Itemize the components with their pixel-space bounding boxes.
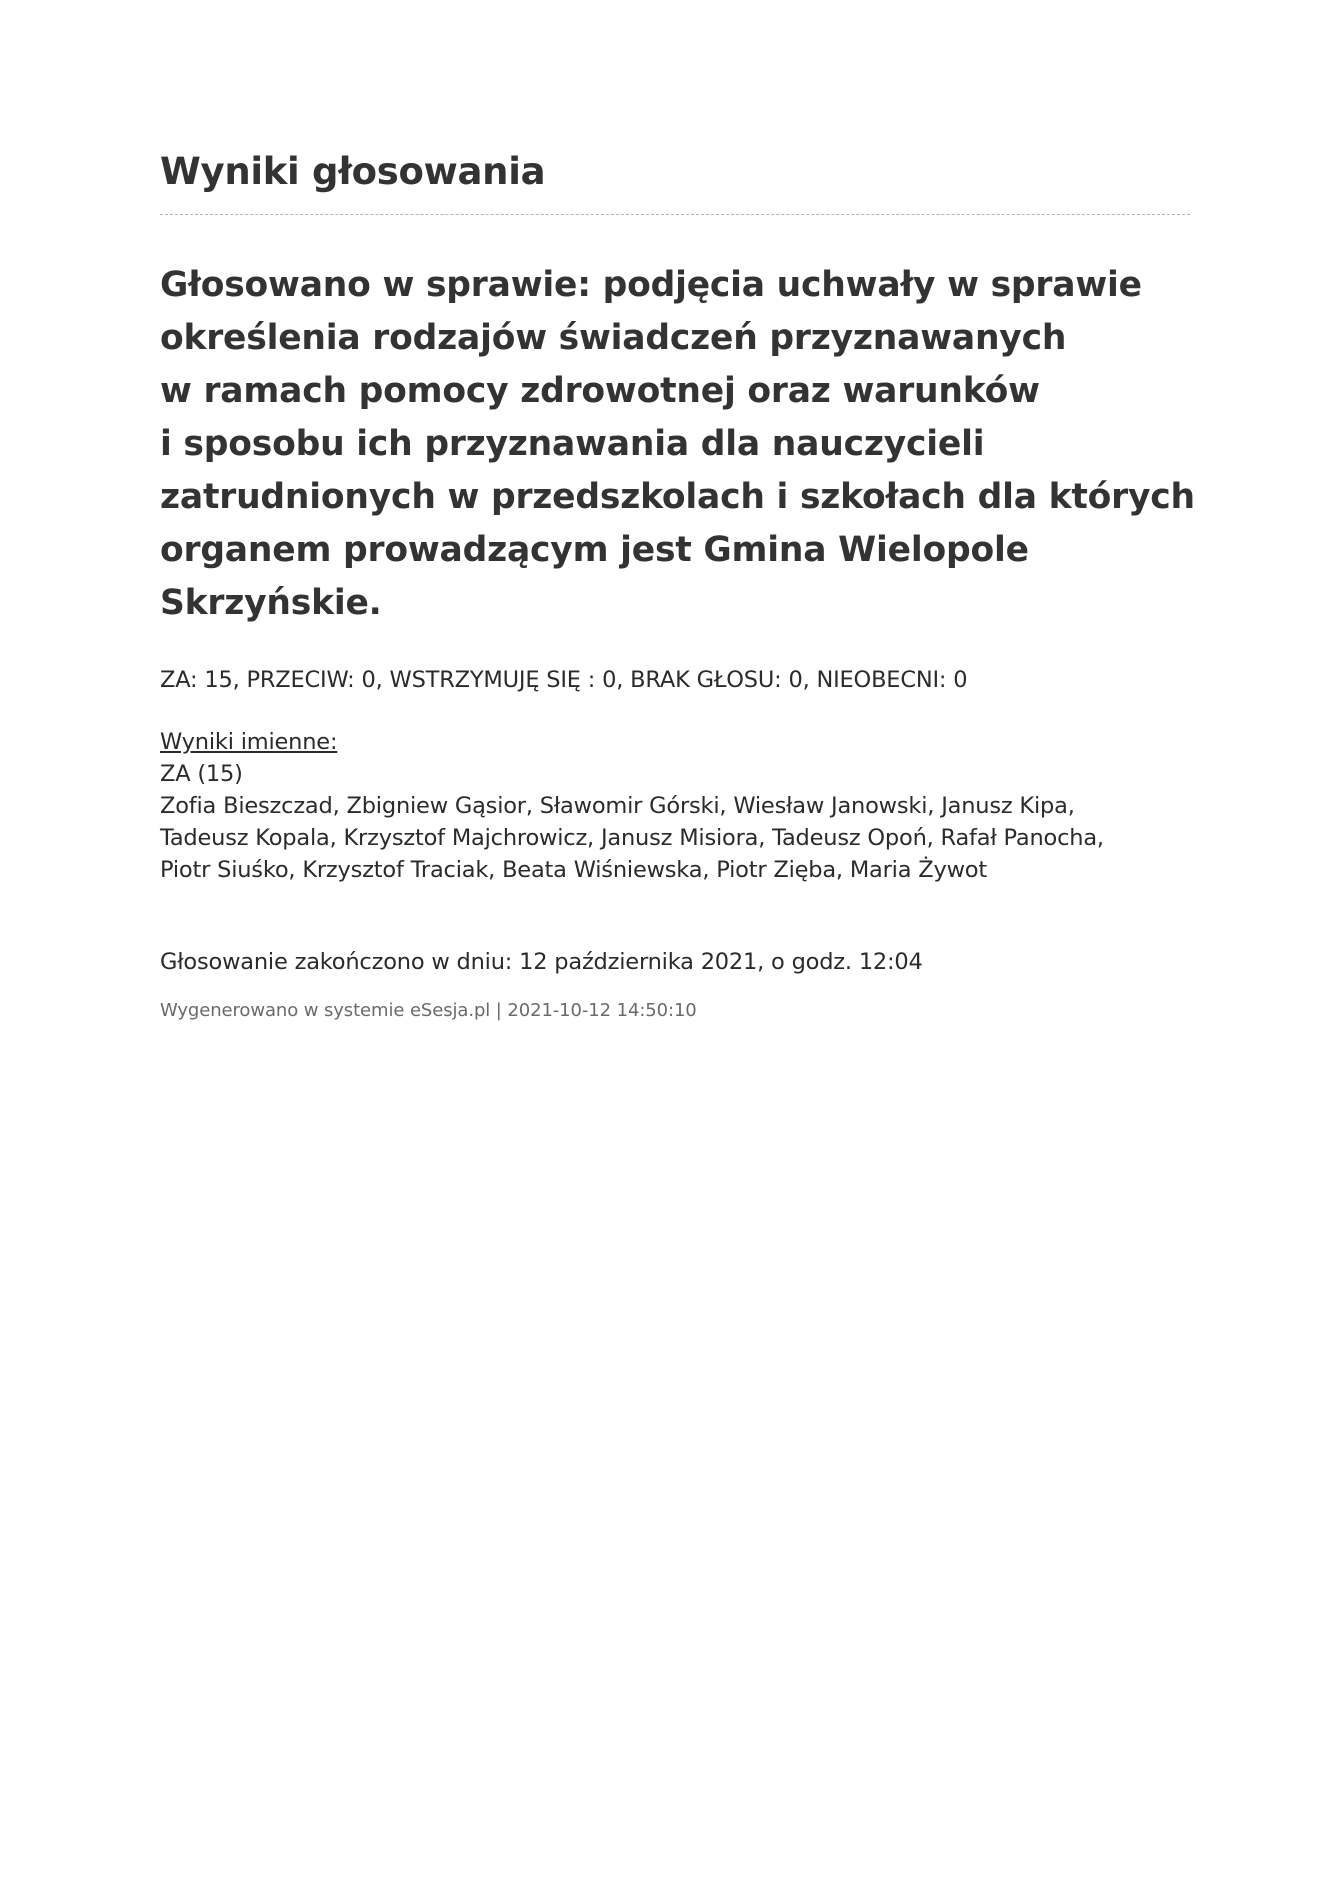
vote-subject-line: w ramach pomocy zdrowotnej oraz warunków: [160, 371, 1040, 411]
vote-subject-line: zatrudnionych w przedszkolach i szkołach dla których: [160, 477, 1195, 517]
named-results-heading: Wyniki imienne:: [160, 729, 338, 755]
names-line: Piotr Siuśko, Krzysztof Traciak, Beata Wiśniewska, Piotr Zięba, Maria Żywot: [160, 857, 987, 883]
vote-subject-line: Głosowano w sprawie: podjęcia uchwały w sprawie: [160, 265, 1142, 305]
vote-subject-line: i sposobu ich przyznawania dla nauczycieli: [160, 424, 985, 464]
document-page: [160, 148, 1195, 1024]
title-divider: [160, 214, 1190, 215]
vote-subject-line: organem prowadzącym jest Gmina Wielopole: [160, 530, 1029, 570]
vote-subject-line: Skrzyńskie.: [160, 583, 382, 623]
names-line: Zofia Bieszczad, Zbigniew Gąsior, Sławomir Górski, Wiesław Janowski, Janusz Kipa,: [160, 793, 1075, 819]
vote-subject: [160, 259, 1195, 630]
named-results: [160, 726, 1190, 886]
vote-summary: ZA: 15, PRZECIW: 0, WSTRZYMUJĘ SIĘ : 0, BRAK GŁOSU: 0, NIEOBECNI: 0: [160, 667, 968, 693]
names-line: Tadeusz Kopala, Krzysztof Majchrowicz, Janusz Misiora, Tadeusz Opoń, Rafał Panocha,: [160, 825, 1104, 851]
vote-subject-line: określenia rodzajów świadczeń przyznawanych: [160, 318, 1067, 358]
named-results-group-label: ZA (15): [160, 761, 243, 787]
generated-footer: Wygenerowano w systemie eSesja.pl | 2021-10-12 14:50:10: [160, 1000, 697, 1021]
vote-closed-note: Głosowanie zakończono w dniu: 12 października 2021, o godz. 12:04: [160, 949, 923, 975]
named-results-names: [160, 790, 1190, 886]
page-title: Wyniki głosowania: [160, 150, 546, 193]
